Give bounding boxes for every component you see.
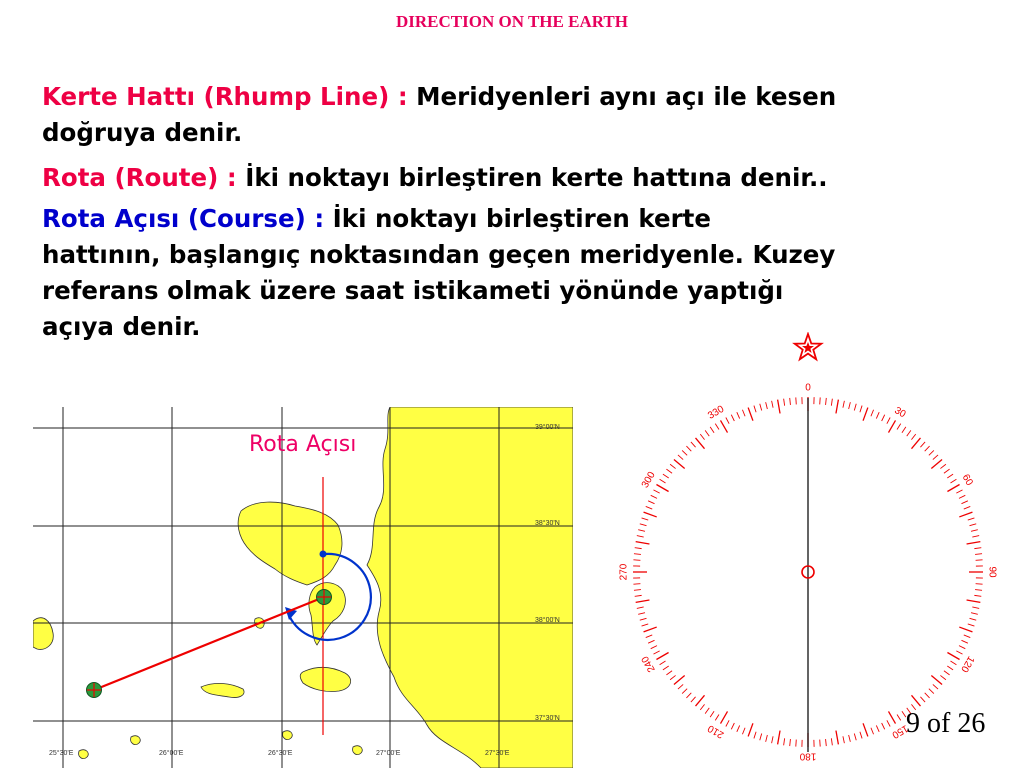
compass-tick	[969, 524, 976, 526]
compass-tick	[964, 506, 970, 509]
compass-tick	[691, 442, 696, 447]
compass-tick	[642, 624, 649, 626]
compass-tick	[726, 417, 729, 423]
compass-tick	[849, 402, 851, 409]
compass-tick	[636, 542, 650, 544]
compass-tick	[646, 506, 652, 509]
compass-tick	[646, 635, 652, 638]
compass-tick	[754, 406, 756, 413]
definition-route	[42, 160, 1022, 196]
lon-label: 27°30'E	[485, 750, 510, 757]
compass-tick	[705, 430, 709, 436]
compass-tick	[666, 671, 672, 675]
compass-tick	[860, 406, 862, 413]
term-course: Rota Açısı (Course) :	[42, 204, 325, 233]
compass-tick	[940, 675, 946, 679]
compass-degree-label: 330	[706, 403, 727, 422]
compass-tick	[670, 675, 676, 679]
compass-tick	[638, 530, 645, 532]
compass-tick	[726, 720, 729, 726]
compass-tick	[682, 450, 687, 455]
compass-tick	[871, 410, 874, 416]
compass-degree-label: 300	[639, 470, 658, 491]
definition-text: referans olmak üzere saat istikameti yönünde yaptığı	[42, 276, 784, 305]
compass-tick	[947, 485, 959, 492]
end-point-marker	[317, 590, 332, 605]
meridian-dot	[320, 551, 327, 558]
compass-tick	[663, 474, 669, 478]
compass-tick	[636, 600, 650, 602]
course-angle-label: Rota Açısı	[249, 432, 357, 457]
compass-tick	[931, 675, 942, 684]
compass-tick	[849, 735, 851, 742]
compass-tick	[653, 490, 659, 493]
compass-tick	[911, 438, 920, 449]
lat-label: 38°30'N	[535, 520, 560, 527]
start-point-marker	[87, 683, 102, 698]
nautical-chart	[33, 407, 573, 768]
definition-text: Meridyenleri aynı açı ile kesen	[416, 82, 837, 111]
compass-tick	[696, 695, 705, 706]
compass-tick	[860, 732, 862, 739]
compass-tick	[651, 495, 657, 498]
compass-tick	[772, 401, 773, 408]
north-star-icon	[795, 334, 822, 359]
compass-degree-label: 240	[639, 653, 658, 674]
lon-label: 26°00'E	[159, 750, 184, 757]
compass-tick	[956, 651, 962, 654]
compass-tick	[959, 512, 972, 517]
definition-line	[42, 79, 1022, 115]
compass-tick	[790, 739, 791, 746]
compass-tick	[651, 646, 657, 649]
compass-tick	[882, 415, 885, 421]
definition-text: İki noktayı birleştiren kerte hattına denir..	[245, 163, 828, 192]
compass-tick	[967, 600, 981, 602]
slide-title: DIRECTION ON THE EARTH	[396, 12, 628, 31]
compass-tick	[956, 490, 962, 493]
small-islet	[283, 731, 293, 740]
compass-tick	[760, 733, 762, 740]
compass-tick	[678, 455, 683, 460]
compass-tick	[967, 542, 981, 544]
compass-tick	[742, 728, 745, 734]
compass-tick	[635, 595, 642, 596]
compass-tick	[876, 725, 879, 731]
compass-tick	[959, 627, 972, 632]
compass-tick	[742, 410, 745, 416]
compass-tick	[637, 536, 644, 537]
compass-tick	[784, 738, 785, 745]
compass-tick	[737, 725, 740, 731]
compass-tick	[972, 536, 979, 537]
compass-tick	[748, 408, 753, 421]
compass-tick	[964, 635, 970, 638]
compass-tick	[748, 723, 753, 736]
compass-tick	[656, 485, 668, 492]
compass-tick	[826, 739, 827, 746]
compass-tick	[843, 736, 844, 743]
compass-degree-label: 90	[986, 566, 998, 578]
compass-degree-label: 0	[805, 382, 811, 394]
compass-tick	[897, 714, 901, 720]
compass-tick	[902, 427, 906, 433]
compass-tick	[933, 455, 938, 460]
compass-tick	[638, 613, 645, 615]
small-islet	[353, 746, 363, 755]
compass-tick	[897, 424, 901, 430]
compass-tick	[653, 651, 659, 654]
compass-tick	[959, 646, 965, 649]
compass-tick	[766, 735, 768, 742]
compass-tick	[950, 661, 956, 665]
compass-tick	[766, 402, 768, 409]
compass-tick	[889, 711, 896, 723]
compass-tick	[854, 733, 856, 740]
compass-tick	[682, 689, 687, 694]
lat-label: 39°00'N	[535, 424, 560, 431]
compass-tick	[971, 613, 978, 615]
compass-tick	[705, 708, 709, 714]
compass-tick	[871, 728, 874, 734]
compass-tick	[660, 479, 666, 483]
lon-label: 26°30'E	[268, 750, 293, 757]
compass-tick	[854, 404, 856, 411]
compass-tick	[959, 495, 965, 498]
compass-tick	[843, 401, 844, 408]
compass-tick	[947, 653, 959, 660]
page-number: 9 of 26	[906, 708, 986, 739]
compass-tick	[975, 590, 982, 591]
compass-tick	[929, 450, 934, 455]
compass-tick	[686, 693, 691, 698]
compass-tick	[674, 460, 685, 469]
compass-tick	[929, 689, 934, 694]
lon-label: 27°00'E	[376, 750, 401, 757]
compass-tick	[969, 618, 976, 620]
compass-degree-label: 270	[618, 563, 630, 581]
compass-tick	[826, 398, 827, 405]
compass-tick	[972, 607, 979, 608]
compass-tick	[721, 420, 728, 432]
compass-tick	[696, 438, 705, 449]
compass-tick	[663, 666, 669, 670]
compass-tick	[772, 736, 773, 743]
compass-tick	[907, 430, 911, 436]
definition-text: açıya denir.	[42, 312, 201, 341]
compass-tick	[911, 695, 920, 706]
compass-tick	[648, 640, 654, 643]
compass-degree-label: 60	[959, 472, 975, 488]
compass-tick	[678, 684, 683, 689]
compass-tick	[831, 738, 832, 745]
compass-tick	[863, 723, 868, 736]
compass-tick	[947, 474, 953, 478]
compass-tick	[710, 427, 714, 433]
compass-tick	[920, 697, 925, 702]
compass-tick	[971, 530, 978, 532]
compass-tick	[778, 731, 780, 745]
compass-degree-label: 210	[706, 722, 727, 741]
compass-tick	[968, 518, 975, 520]
compass-tick	[790, 398, 791, 405]
compass-tick	[950, 479, 956, 483]
small-islet	[79, 750, 89, 759]
compass-degree-label: 30	[892, 405, 908, 421]
definition-course	[42, 201, 1022, 345]
compass-tick	[911, 434, 915, 440]
compass-tick	[691, 697, 696, 702]
compass-tick	[760, 404, 762, 411]
compass-tick	[715, 424, 719, 430]
term-rhumb-line: Kerte Hattı (Rhump Line) :	[42, 82, 408, 111]
compass-degree-label: 180	[799, 750, 817, 762]
compass-tick	[784, 399, 785, 406]
compass-tick	[644, 512, 657, 517]
compass-tick	[731, 415, 734, 421]
small-islet	[131, 736, 141, 745]
compass-tick	[944, 469, 950, 473]
compass-tick	[876, 412, 879, 418]
compass-tick	[737, 412, 740, 418]
compass-tick	[635, 548, 642, 549]
compass-tick	[961, 501, 967, 504]
compass-tick	[831, 399, 832, 406]
compass-degree-label: 120	[958, 653, 977, 674]
compass-tick	[974, 595, 981, 596]
compass-tick	[863, 408, 868, 421]
compass-tick	[656, 653, 668, 660]
compass-tick	[666, 469, 672, 473]
compass-tick	[640, 618, 647, 620]
compass-tick	[887, 720, 890, 726]
lat-label: 38°00'N	[535, 617, 560, 624]
compass-tick	[637, 607, 644, 608]
definition-text: İki noktayı birleştiren kerte	[332, 204, 712, 233]
compass-tick	[674, 675, 685, 684]
compass-tick	[961, 640, 967, 643]
compass-tick	[931, 460, 942, 469]
definition-rhumb-line	[42, 79, 1022, 151]
compass-tick	[887, 417, 890, 423]
definition-text: doğruya denir.	[42, 118, 243, 147]
compass-tick	[778, 400, 780, 414]
compass-tick	[944, 671, 950, 675]
lon-label: 25°30'E	[49, 750, 74, 757]
compass-tick	[882, 723, 885, 729]
compass-tick	[975, 554, 982, 555]
compass-tick	[686, 446, 691, 451]
term-route: Rota (Route) :	[42, 163, 237, 192]
compass-tick	[648, 501, 654, 504]
compass-tick	[640, 524, 647, 526]
compass-tick	[644, 627, 657, 632]
compass-degree-label: 150	[889, 722, 910, 741]
compass-tick	[721, 711, 728, 723]
compass-tick	[731, 723, 734, 729]
compass-tick	[974, 548, 981, 549]
compass-tick	[754, 732, 756, 739]
compass-tick	[700, 434, 704, 440]
compass-tick	[933, 684, 938, 689]
compass-tick	[925, 693, 930, 698]
compass-tick	[642, 518, 649, 520]
compass-tick	[700, 704, 704, 710]
definition-text: hattının, başlangıç noktasından geçen meridyenle. Kuzey	[42, 240, 836, 269]
compass-tick	[670, 464, 676, 468]
compass-rose	[596, 332, 1024, 768]
lat-label: 37°30'N	[535, 715, 560, 722]
compass-tick	[925, 446, 930, 451]
compass-tick	[968, 624, 975, 626]
compass-tick	[715, 714, 719, 720]
compass-tick	[947, 666, 953, 670]
compass-tick	[836, 731, 838, 745]
compass-tick	[920, 442, 925, 447]
compass-tick	[634, 590, 641, 591]
compass-tick	[634, 554, 641, 555]
compass-tick	[940, 464, 946, 468]
compass-tick	[889, 420, 896, 432]
compass-tick	[836, 400, 838, 414]
compass-tick	[710, 711, 714, 717]
compass-tick	[660, 661, 666, 665]
definition-line	[42, 201, 1022, 237]
